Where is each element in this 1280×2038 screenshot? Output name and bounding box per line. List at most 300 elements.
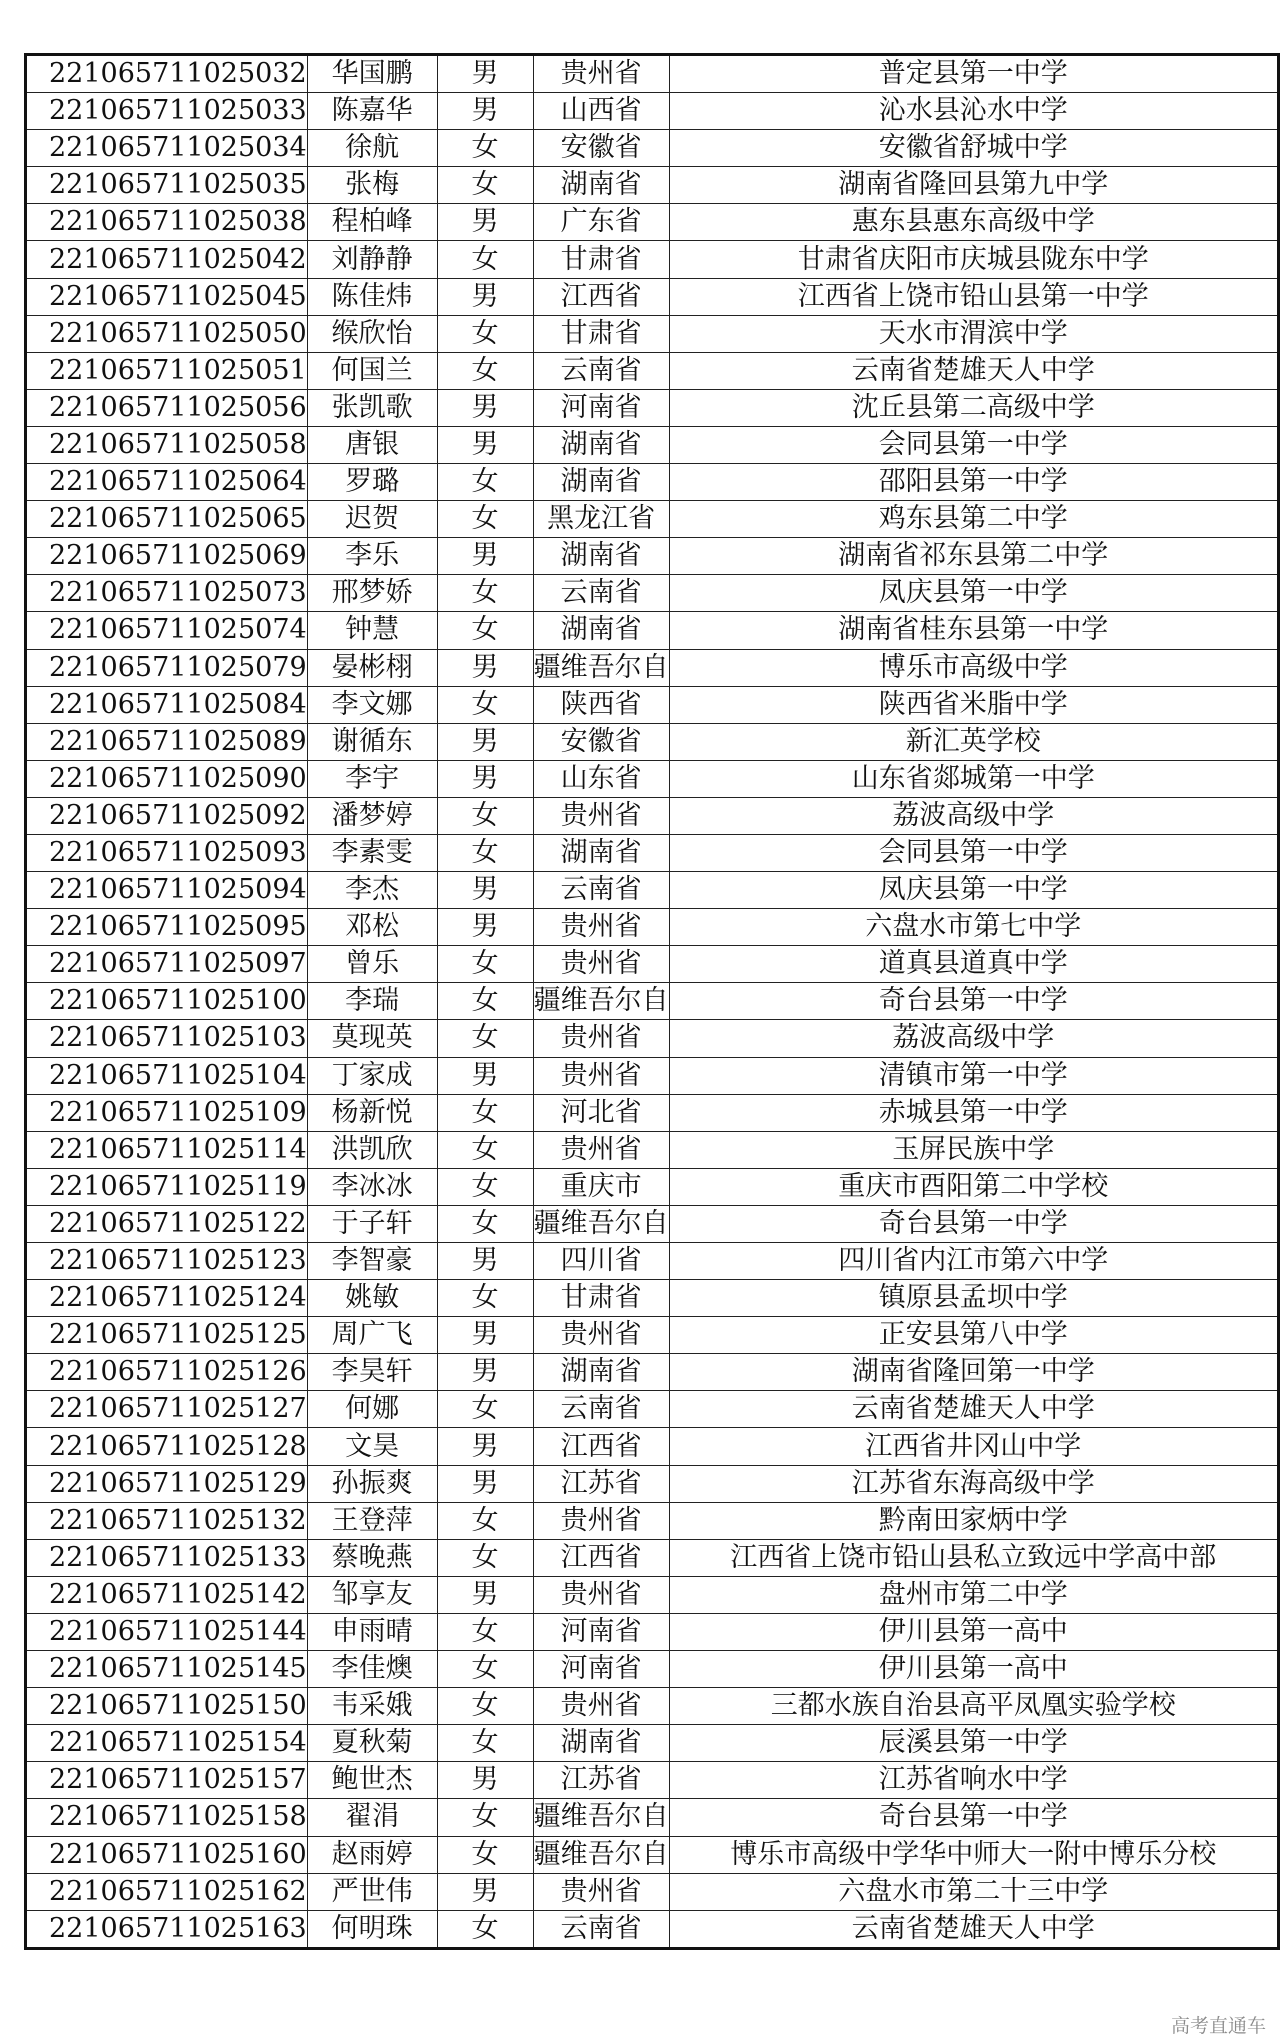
student-name-cell: 李素雯 [307,834,437,871]
school-cell: 荔波高级中学 [669,797,1278,834]
province-cell: 黑龙江省 [533,501,669,538]
student-name-cell: 蔡晚燕 [307,1539,437,1576]
student-name-cell: 鲍世杰 [307,1762,437,1799]
school-cell: 江西省上饶市铅山县私立致远中学高中部 [669,1539,1278,1576]
gender-cell: 女 [437,575,533,612]
school-cell: 博乐市高级中学 [669,649,1278,686]
student-name-cell: 李文娜 [307,686,437,723]
school-cell: 江苏省东海高级中学 [669,1465,1278,1502]
gender-cell: 女 [437,612,533,649]
student-name-cell: 邢梦娇 [307,575,437,612]
student-name-cell: 陈佳炜 [307,278,437,315]
gender-cell: 女 [437,167,533,204]
student-name-cell: 潘梦婷 [307,797,437,834]
gender-cell: 女 [437,501,533,538]
student-name-cell: 张梅 [307,167,437,204]
school-cell: 甘肃省庆阳市庆城县陇东中学 [669,241,1278,278]
school-cell: 六盘水市第二十三中学 [669,1873,1278,1910]
gender-cell: 男 [437,204,533,241]
school-cell: 辰溪县第一中学 [669,1725,1278,1762]
table-row [26,1094,1279,1131]
school-cell: 湖南省桂东县第一中学 [669,612,1278,649]
gender-cell: 男 [437,1576,533,1613]
student-name-cell: 邓松 [307,909,437,946]
province-cell: 疆维吾尔自 [533,1205,669,1242]
gender-cell: 女 [437,352,533,389]
table-row [26,352,1279,389]
province-cell: 疆维吾尔自 [533,1836,669,1873]
province-cell: 贵州省 [533,1688,669,1725]
table-row [26,167,1279,204]
gender-cell: 女 [437,464,533,501]
school-cell: 奇台县第一中学 [669,983,1278,1020]
province-cell: 陕西省 [533,686,669,723]
gender-cell: 女 [437,1613,533,1650]
school-cell: 重庆市酉阳第二中学校 [669,1168,1278,1205]
table-row [26,946,1279,983]
school-cell: 江西省井冈山中学 [669,1428,1278,1465]
school-cell: 新汇英学校 [669,723,1278,760]
gender-cell: 女 [437,1280,533,1317]
student-name-cell: 丁家成 [307,1057,437,1094]
gender-cell: 男 [437,649,533,686]
school-cell: 凤庆县第一中学 [669,872,1278,909]
student-name-cell: 莫现英 [307,1020,437,1057]
school-cell: 正安县第八中学 [669,1317,1278,1354]
school-cell: 六盘水市第七中学 [669,909,1278,946]
gender-cell: 女 [437,1799,533,1836]
table-row [26,797,1279,834]
gender-cell: 女 [437,1688,533,1725]
table-row [26,1057,1279,1094]
school-cell: 会同县第一中学 [669,426,1278,463]
table-row [26,872,1279,909]
gender-cell: 女 [437,983,533,1020]
student-name-cell: 李昊轩 [307,1354,437,1391]
candidate-id-cell: 221065711025093 [26,834,308,871]
province-cell: 疆维吾尔自 [533,649,669,686]
school-cell: 凤庆县第一中学 [669,575,1278,612]
candidate-id-cell: 221065711025058 [26,426,308,463]
candidate-id-cell: 221065711025129 [26,1465,308,1502]
candidate-id-cell: 221065711025123 [26,1243,308,1280]
gender-cell: 男 [437,278,533,315]
candidate-id-cell: 221065711025094 [26,872,308,909]
table-row [26,1725,1279,1762]
table-row [26,1131,1279,1168]
student-name-cell: 周广飞 [307,1317,437,1354]
table-row [26,1280,1279,1317]
gender-cell: 男 [437,389,533,426]
province-cell: 湖南省 [533,538,669,575]
candidate-id-cell: 221065711025073 [26,575,308,612]
candidate-id-cell: 221065711025142 [26,1576,308,1613]
province-cell: 贵州省 [533,1317,669,1354]
student-name-cell: 李冰冰 [307,1168,437,1205]
table-row [26,1243,1279,1280]
table-row [26,1762,1279,1799]
province-cell: 江西省 [533,1539,669,1576]
student-name-cell: 李智豪 [307,1243,437,1280]
table-row [26,1651,1279,1688]
gender-cell: 男 [437,55,533,93]
province-cell: 四川省 [533,1243,669,1280]
candidate-id-cell: 221065711025095 [26,909,308,946]
school-cell: 荔波高级中学 [669,1020,1278,1057]
student-name-cell: 邹享友 [307,1576,437,1613]
school-cell: 奇台县第一中学 [669,1799,1278,1836]
candidate-id-cell: 221065711025125 [26,1317,308,1354]
gender-cell: 女 [437,1539,533,1576]
candidate-id-cell: 221065711025056 [26,389,308,426]
table-row [26,204,1279,241]
school-cell: 山东省郯城第一中学 [669,760,1278,797]
table-row [26,1688,1279,1725]
candidate-id-cell: 221065711025089 [26,723,308,760]
table-row [26,426,1279,463]
gender-cell: 女 [437,1205,533,1242]
student-name-cell: 何娜 [307,1391,437,1428]
candidate-id-cell: 221065711025097 [26,946,308,983]
student-name-cell: 罗璐 [307,464,437,501]
candidate-id-cell: 221065711025114 [26,1131,308,1168]
candidate-id-cell: 221065711025154 [26,1725,308,1762]
province-cell: 湖南省 [533,612,669,649]
school-cell: 沁水县沁水中学 [669,93,1278,130]
school-cell: 惠东县惠东高级中学 [669,204,1278,241]
candidate-id-cell: 221065711025035 [26,167,308,204]
school-cell: 四川省内江市第六中学 [669,1243,1278,1280]
school-cell: 陕西省米脂中学 [669,686,1278,723]
province-cell: 湖南省 [533,426,669,463]
student-name-cell: 缑欣怡 [307,315,437,352]
table-row [26,649,1279,686]
student-name-cell: 李佳燠 [307,1651,437,1688]
gender-cell: 男 [437,426,533,463]
student-name-cell: 何明珠 [307,1910,437,1948]
student-name-cell: 李乐 [307,538,437,575]
table-row [26,278,1279,315]
student-name-cell: 王登萍 [307,1502,437,1539]
table-row [26,1502,1279,1539]
province-cell: 疆维吾尔自 [533,1799,669,1836]
gender-cell: 男 [437,93,533,130]
gender-cell: 男 [437,1057,533,1094]
province-cell: 贵州省 [533,1873,669,1910]
table-row [26,983,1279,1020]
school-cell: 玉屏民族中学 [669,1131,1278,1168]
school-cell: 沈丘县第二高级中学 [669,389,1278,426]
province-cell: 湖南省 [533,1354,669,1391]
candidate-id-cell: 221065711025064 [26,464,308,501]
school-cell: 湖南省隆回第一中学 [669,1354,1278,1391]
table-row [26,834,1279,871]
table-row [26,1354,1279,1391]
school-cell: 镇原县孟坝中学 [669,1280,1278,1317]
table-row [26,389,1279,426]
school-cell: 鸡东县第二中学 [669,501,1278,538]
school-cell: 云南省楚雄天人中学 [669,1910,1278,1948]
table-row [26,723,1279,760]
province-cell: 山东省 [533,760,669,797]
province-cell: 云南省 [533,575,669,612]
table-row [26,1613,1279,1650]
province-cell: 江西省 [533,1428,669,1465]
student-name-cell: 李宇 [307,760,437,797]
candidate-id-cell: 221065711025145 [26,1651,308,1688]
province-cell: 贵州省 [533,797,669,834]
province-cell: 贵州省 [533,1131,669,1168]
province-cell: 重庆市 [533,1168,669,1205]
table-row [26,538,1279,575]
table-row [26,1576,1279,1613]
table-row [26,612,1279,649]
school-cell: 盘州市第二中学 [669,1576,1278,1613]
school-cell: 清镇市第一中学 [669,1057,1278,1094]
candidate-id-cell: 221065711025079 [26,649,308,686]
table-body [26,55,1279,1949]
gender-cell: 女 [437,1502,533,1539]
province-cell: 贵州省 [533,1502,669,1539]
candidate-id-cell: 221065711025157 [26,1762,308,1799]
student-name-cell: 徐航 [307,130,437,167]
province-cell: 贵州省 [533,946,669,983]
student-name-cell: 华国鹏 [307,55,437,93]
gender-cell: 女 [437,1131,533,1168]
school-cell: 天水市渭滨中学 [669,315,1278,352]
gender-cell: 男 [437,1873,533,1910]
student-name-cell: 孙振爽 [307,1465,437,1502]
school-cell: 会同县第一中学 [669,834,1278,871]
school-cell: 三都水族自治县高平凤凰实验学校 [669,1688,1278,1725]
table-row [26,1873,1279,1910]
table-row [26,909,1279,946]
candidate-id-cell: 221065711025069 [26,538,308,575]
candidate-id-cell: 221065711025150 [26,1688,308,1725]
gender-cell: 男 [437,1354,533,1391]
candidate-id-cell: 221065711025042 [26,241,308,278]
province-cell: 安徽省 [533,130,669,167]
candidate-id-cell: 221065711025034 [26,130,308,167]
table-row [26,1020,1279,1057]
table-row [26,1539,1279,1576]
gender-cell: 女 [437,834,533,871]
gender-cell: 男 [437,1243,533,1280]
gender-cell: 男 [437,1762,533,1799]
province-cell: 湖南省 [533,464,669,501]
province-cell: 贵州省 [533,1057,669,1094]
gender-cell: 女 [437,1020,533,1057]
gender-cell: 女 [437,1391,533,1428]
candidate-id-cell: 221065711025132 [26,1502,308,1539]
gender-cell: 女 [437,1836,533,1873]
school-cell: 湖南省祁东县第二中学 [669,538,1278,575]
school-cell: 伊川县第一高中 [669,1613,1278,1650]
candidate-id-cell: 221065711025084 [26,686,308,723]
gender-cell: 男 [437,1465,533,1502]
student-name-cell: 夏秋菊 [307,1725,437,1762]
province-cell: 贵州省 [533,909,669,946]
gender-cell: 女 [437,1725,533,1762]
gender-cell: 女 [437,1168,533,1205]
candidate-id-cell: 221065711025158 [26,1799,308,1836]
candidate-id-cell: 221065711025103 [26,1020,308,1057]
candidate-id-cell: 221065711025160 [26,1836,308,1873]
table-row [26,55,1279,93]
province-cell: 云南省 [533,1391,669,1428]
candidate-id-cell: 221065711025122 [26,1205,308,1242]
province-cell: 河南省 [533,389,669,426]
candidate-id-cell: 221065711025104 [26,1057,308,1094]
student-name-cell: 洪凯欣 [307,1131,437,1168]
table-row [26,1799,1279,1836]
gender-cell: 男 [437,872,533,909]
candidate-id-cell: 221065711025127 [26,1391,308,1428]
gender-cell: 女 [437,315,533,352]
table-row [26,686,1279,723]
candidate-id-cell: 221065711025162 [26,1873,308,1910]
student-name-cell: 陈嘉华 [307,93,437,130]
school-cell: 奇台县第一中学 [669,1205,1278,1242]
province-cell: 贵州省 [533,1020,669,1057]
candidate-id-cell: 221065711025109 [26,1094,308,1131]
school-cell: 伊川县第一高中 [669,1651,1278,1688]
province-cell: 河南省 [533,1613,669,1650]
student-name-cell: 程柏峰 [307,204,437,241]
student-name-cell: 李杰 [307,872,437,909]
student-name-cell: 文昊 [307,1428,437,1465]
student-name-cell: 晏彬栩 [307,649,437,686]
candidate-id-cell: 221065711025090 [26,760,308,797]
province-cell: 河南省 [533,1651,669,1688]
candidate-id-cell: 221065711025119 [26,1168,308,1205]
student-name-cell: 谢循东 [307,723,437,760]
candidate-id-cell: 221065711025133 [26,1539,308,1576]
table-row [26,1465,1279,1502]
table-row [26,575,1279,612]
gender-cell: 女 [437,686,533,723]
gender-cell: 男 [437,1317,533,1354]
table-row [26,1391,1279,1428]
table-row [26,1428,1279,1465]
gender-cell: 女 [437,1651,533,1688]
gender-cell: 男 [437,909,533,946]
gender-cell: 男 [437,723,533,760]
student-name-cell: 李瑞 [307,983,437,1020]
gender-cell: 女 [437,130,533,167]
school-cell: 安徽省舒城中学 [669,130,1278,167]
candidate-id-cell: 221065711025033 [26,93,308,130]
candidate-id-cell: 221065711025045 [26,278,308,315]
candidate-id-cell: 221065711025065 [26,501,308,538]
watermark: 高考直通车 [1170,2015,1266,2037]
gender-cell: 女 [437,797,533,834]
province-cell: 江西省 [533,278,669,315]
student-name-cell: 何国兰 [307,352,437,389]
candidate-id-cell: 221065711025100 [26,983,308,1020]
candidate-id-cell: 221065711025038 [26,204,308,241]
candidate-id-cell: 221065711025163 [26,1910,308,1948]
table-row [26,315,1279,352]
table-row [26,93,1279,130]
student-name-cell: 姚敏 [307,1280,437,1317]
candidate-id-cell: 221065711025092 [26,797,308,834]
student-name-cell: 刘静静 [307,241,437,278]
student-name-cell: 赵雨婷 [307,1836,437,1873]
school-cell: 道真县道真中学 [669,946,1278,983]
school-cell: 普定县第一中学 [669,55,1278,93]
gender-cell: 女 [437,946,533,983]
table-row [26,1205,1279,1242]
school-cell: 云南省楚雄天人中学 [669,352,1278,389]
candidate-id-cell: 221065711025144 [26,1613,308,1650]
candidate-id-cell: 221065711025050 [26,315,308,352]
province-cell: 贵州省 [533,55,669,93]
province-cell: 甘肃省 [533,315,669,352]
province-cell: 甘肃省 [533,241,669,278]
table-row [26,760,1279,797]
province-cell: 贵州省 [533,1576,669,1613]
candidate-id-cell: 221065711025126 [26,1354,308,1391]
province-cell: 湖南省 [533,167,669,204]
gender-cell: 男 [437,1428,533,1465]
table-row [26,501,1279,538]
school-cell: 江西省上饶市铅山县第一中学 [669,278,1278,315]
student-name-cell: 迟贺 [307,501,437,538]
student-name-cell: 于子轩 [307,1205,437,1242]
student-name-cell: 曾乐 [307,946,437,983]
candidate-id-cell: 221065711025032 [26,55,308,93]
gender-cell: 男 [437,538,533,575]
student-name-cell: 唐银 [307,426,437,463]
school-cell: 江苏省响水中学 [669,1762,1278,1799]
table-row [26,130,1279,167]
gender-cell: 女 [437,241,533,278]
province-cell: 湖南省 [533,834,669,871]
table-row [26,241,1279,278]
student-name-cell: 杨新悦 [307,1094,437,1131]
student-list-table [24,53,1280,1950]
candidate-id-cell: 221065711025124 [26,1280,308,1317]
candidate-id-cell: 221065711025074 [26,612,308,649]
table-row [26,1910,1279,1948]
province-cell: 甘肃省 [533,1280,669,1317]
school-cell: 赤城县第一中学 [669,1094,1278,1131]
school-cell: 湖南省隆回县第九中学 [669,167,1278,204]
candidate-id-cell: 221065711025128 [26,1428,308,1465]
province-cell: 云南省 [533,1910,669,1948]
province-cell: 疆维吾尔自 [533,983,669,1020]
school-cell: 博乐市高级中学华中师大一附中博乐分校 [669,1836,1278,1873]
student-name-cell: 钟慧 [307,612,437,649]
school-cell: 邵阳县第一中学 [669,464,1278,501]
province-cell: 安徽省 [533,723,669,760]
student-name-cell: 翟涓 [307,1799,437,1836]
school-cell: 云南省楚雄天人中学 [669,1391,1278,1428]
gender-cell: 男 [437,760,533,797]
school-cell: 黔南田家炳中学 [669,1502,1278,1539]
table-row [26,1317,1279,1354]
province-cell: 山西省 [533,93,669,130]
gender-cell: 女 [437,1094,533,1131]
student-name-cell: 申雨晴 [307,1613,437,1650]
province-cell: 江苏省 [533,1465,669,1502]
gender-cell: 女 [437,1910,533,1948]
province-cell: 江苏省 [533,1762,669,1799]
student-name-cell: 韦采娥 [307,1688,437,1725]
table-row [26,464,1279,501]
province-cell: 湖南省 [533,1725,669,1762]
